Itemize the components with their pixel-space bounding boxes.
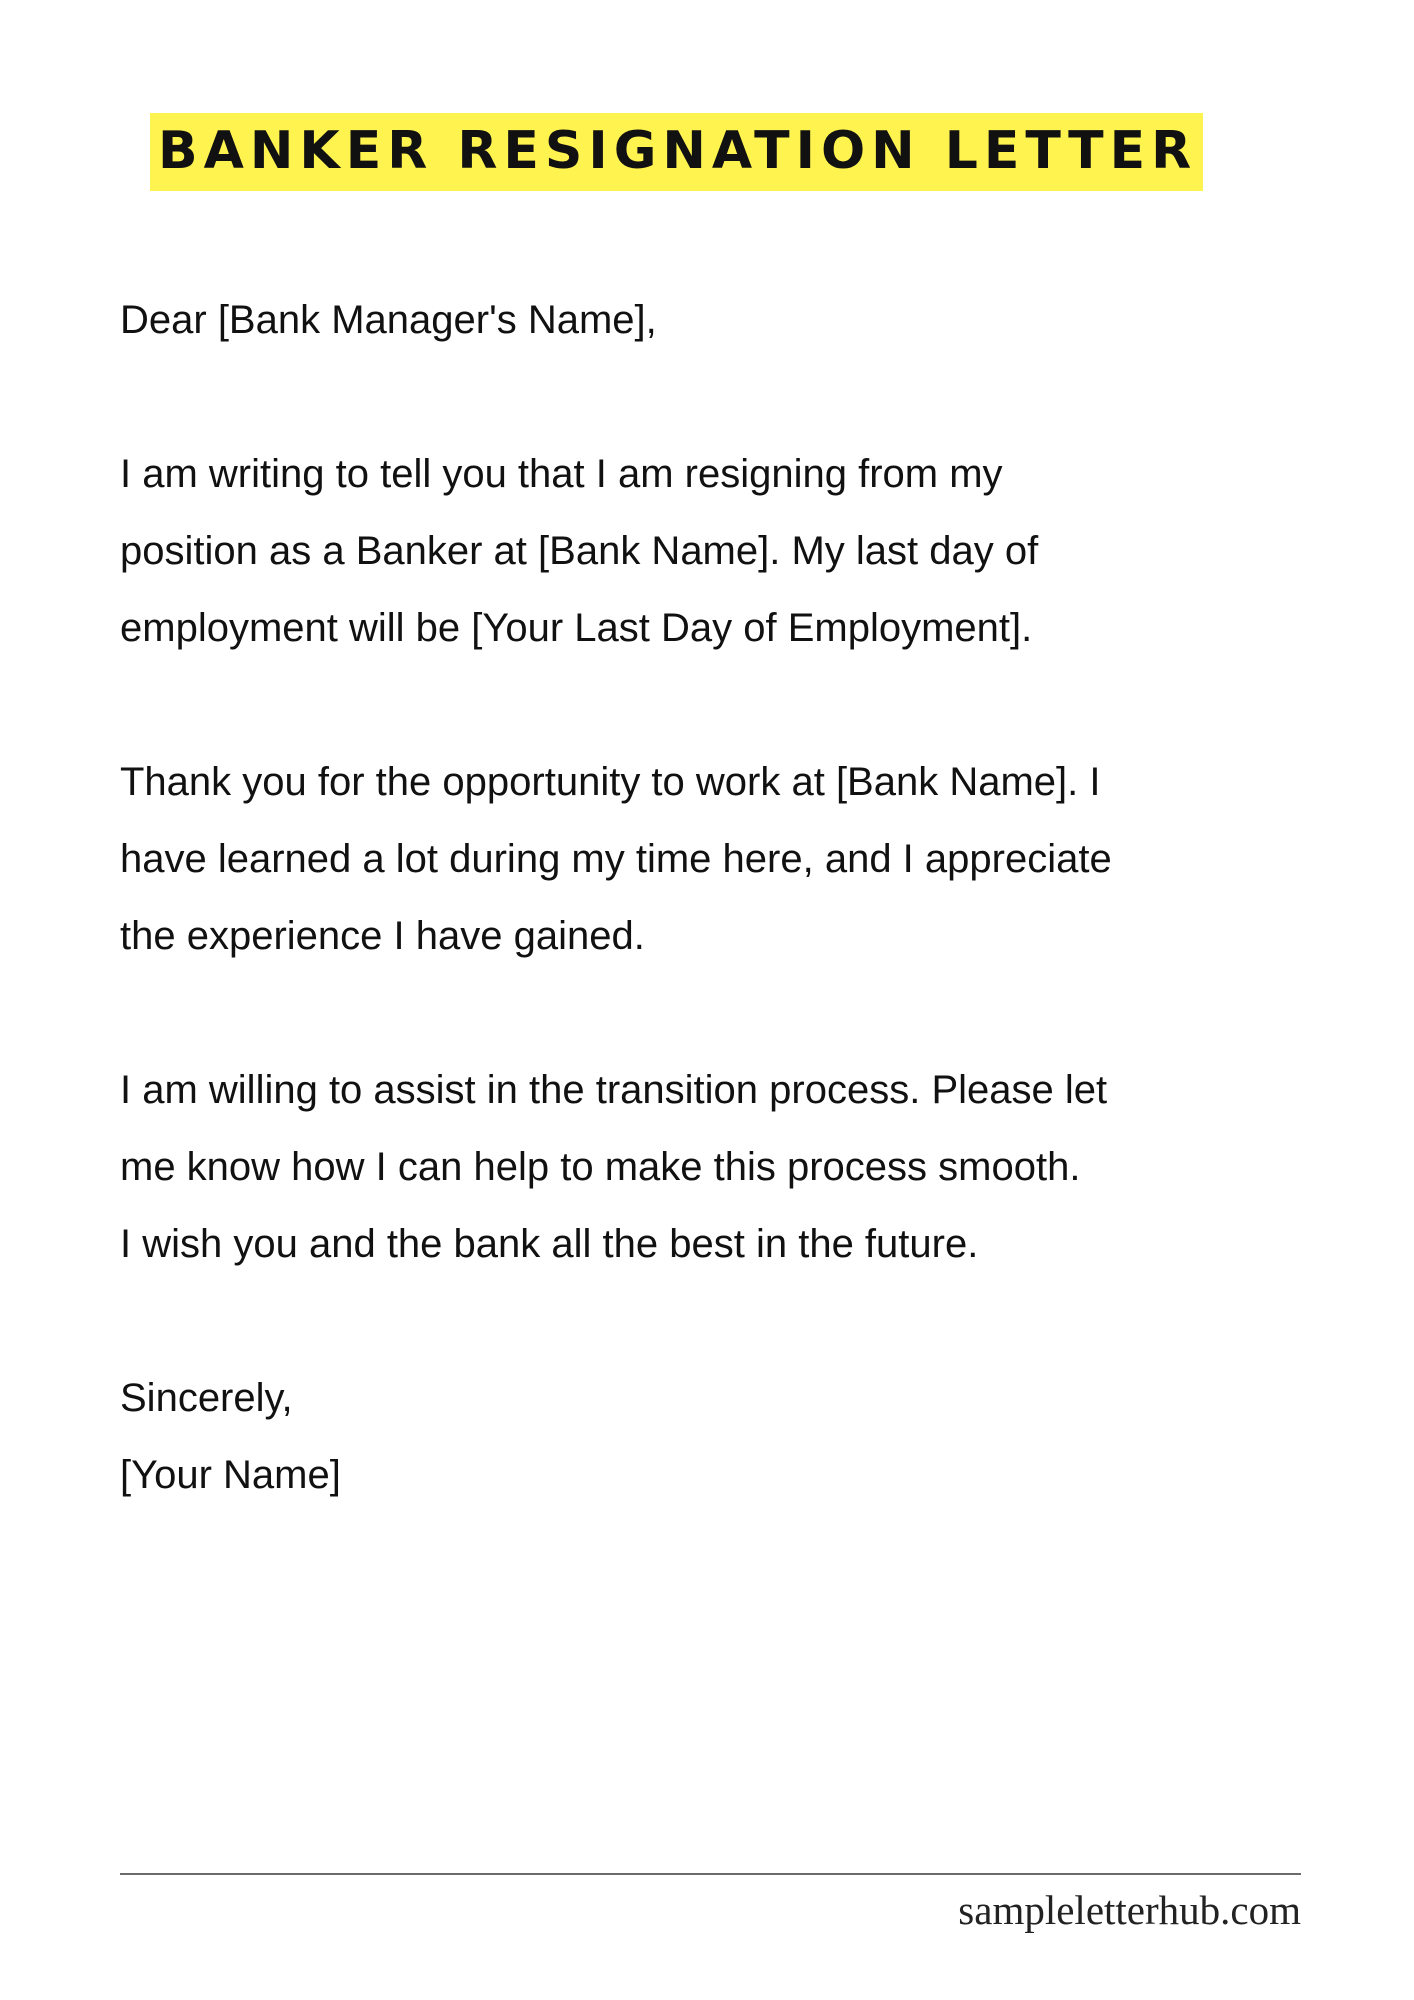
- paragraph-line: position as a Banker at [Bank Name]. My last day of: [120, 529, 1039, 573]
- footer-website: sampleletterhub.com: [958, 1887, 1301, 1933]
- footer-divider: [120, 1873, 1301, 1875]
- paragraph-line: Thank you for the opportunity to work at [Bank Name]. I: [120, 760, 1101, 804]
- spacer: [120, 975, 1340, 1052]
- paragraph-1: [120, 436, 1340, 667]
- spacer: [120, 359, 1340, 436]
- spacer: [120, 1283, 1340, 1360]
- paragraph-3: [120, 1052, 1340, 1283]
- paragraph-line: employment will be [Your Last Day of Employment].: [120, 606, 1033, 650]
- spacer: [120, 667, 1340, 744]
- paragraph-line: I am willing to assist in the transition process. Please let: [120, 1068, 1108, 1112]
- title-block: [150, 113, 1203, 191]
- signature: [Your Name]: [120, 1453, 341, 1497]
- paragraph-2: [120, 744, 1340, 975]
- paragraph-line: have learned a lot during my time here, and I appreciate: [120, 837, 1112, 881]
- letter-body: [120, 282, 1340, 1514]
- paragraph-line: I wish you and the bank all the best in the future.: [120, 1222, 979, 1266]
- closing: Sincerely,: [120, 1376, 293, 1420]
- letter-title: BANKER RESIGNATION LETTER: [150, 113, 1203, 191]
- paragraph-line: me know how I can help to make this process smooth.: [120, 1145, 1081, 1189]
- paragraph-line: I am writing to tell you that I am resigning from my: [120, 452, 1003, 496]
- salutation: Dear [Bank Manager's Name],: [120, 298, 657, 342]
- paragraph-line: the experience I have gained.: [120, 914, 645, 958]
